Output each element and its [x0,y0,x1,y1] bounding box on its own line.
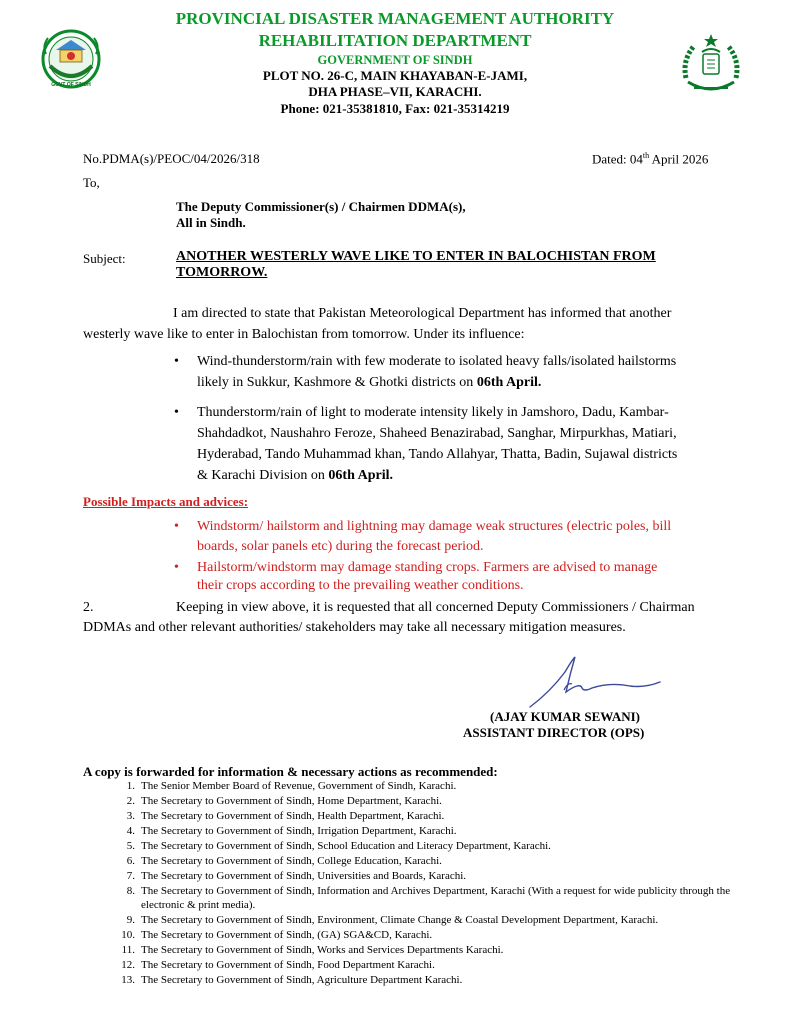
list-text: The Secretary to Government of Sindh, Irrigation Department, Karachi. [141,825,457,837]
list-number: 13. [121,974,135,986]
impact-2-line-1: Hailstorm/windstorm may damage standing crops. Farmers are advised to manage [197,560,658,575]
list-item [113,943,753,958]
list-number: 10. [121,929,135,941]
date-suffix-sup: th [642,151,650,160]
bullet-2-line-2: Shahdadkot, Naushahro Feroze, Shaheed Benazirabad, Sanghar, Mirpurkhas, Matiari, [197,426,677,441]
list-text: The Secretary to Government of Sindh, College Education, Karachi. [141,855,442,867]
list-text: The Secretary to Government of Sindh, Universities and Boards, Karachi. [141,870,467,882]
list-text: The Secretary to Government of Sindh, Works and Services Departments Karachi. [141,944,504,956]
bullet-2-line-1: Thunderstorm/rain of light to moderate intensity likely in Jamshoro, Dadu, Kambar- [197,405,669,420]
list-text: The Secretary to Government of Sindh, Food Department Karachi. [141,959,435,971]
list-text: The Secretary to Government of Sindh, Information and Archives Department, Karachi (With a request for wide publicity through the electronic & print media). [141,885,731,911]
impact-1-line-1: Windstorm/ hailstorm and lightning may damage weak structures (electric poles, bill [197,519,672,534]
subject-line-1: ANOTHER WESTERLY WAVE LIKE TO ENTER IN BALOCHISTAN FROM [176,249,656,264]
list-number: 4. [126,825,135,837]
pdma-logo [36,26,106,96]
phone-fax: Phone: 021-35381810, Fax: 021-35314219 [280,101,510,116]
address-line-2: DHA PHASE–VII, KARACHI. [308,84,482,99]
bullet-2-date: 06th April. [328,468,393,483]
list-item [113,854,753,869]
list-number: 8. [126,885,135,897]
signatory-title: ASSISTANT DIRECTOR (OPS) [463,725,645,740]
list-text: The Secretary to Government of Sindh, Health Department, Karachi. [141,810,445,822]
para-2-line-1: Keeping in view above, it is requested that all concerned Deputy Commissioners / Chairman [176,600,695,615]
left-logo-caption: GOVT OF SINDH [51,82,91,88]
bullet-icon: • [174,519,179,534]
list-number: 2. [126,795,135,807]
intro-line-2: westerly wave like to enter in Balochistan from tomorrow. Under its influence: [83,327,525,342]
list-item [113,958,753,973]
department-name: REHABILITATION DEPARTMENT [258,31,532,50]
bullet-1-text: likely in Sukkur, Kashmore & Ghotki districts on [197,375,477,390]
signatory-name: (AJAY KUMAR SEWANI) [490,709,640,724]
addressee-line-1: The Deputy Commissioner(s) / Chairmen DDMA(s), [176,199,466,214]
list-item [113,884,753,912]
list-item [113,973,753,988]
list-number: 5. [126,840,135,852]
list-item [113,913,753,927]
government-name: GOVERNMENT OF SINDH [317,53,473,67]
intro-line-1: I am directed to state that Pakistan Meteorological Department has informed that another [173,306,672,321]
bullet-1-date: 06th April. [476,375,542,390]
list-item [113,794,753,809]
bullet-2-text: & Karachi Division on [197,468,329,483]
list-item [113,928,753,943]
list-text: The Secretary to Government of Sindh, (GA) SGA&CD, Karachi. [141,929,433,941]
address-line-1: PLOT NO. 26-C, MAIN KHAYABAN-E-JAMI, [262,68,528,83]
subject-line-2: TOMORROW. [176,265,268,280]
salutation-to: To, [83,175,100,190]
bullet-2-line-4 [197,465,393,486]
letter-date [592,151,708,167]
impacts-heading: Possible Impacts and advices: [83,494,249,509]
list-text: The Secretary to Government of Sindh, School Education and Literacy Department, Karachi. [141,840,551,852]
reference-number: No.PDMA(s)/PEOC/04/2026/318 [83,151,260,166]
list-item [113,809,753,824]
bullet-1-line-2 [197,372,541,393]
signature-mark [520,652,670,712]
list-text: The Senior Member Board of Revenue, Government of Sindh, Karachi. [141,780,457,792]
sindh-govt-logo [676,30,746,98]
list-item [113,824,753,839]
bullet-2-line-3: Hyderabad, Tando Muhammad khan, Tando Allahyar, Thatta, Badin, Sujawal districts [197,447,678,462]
bullet-icon: • [174,354,179,369]
list-number: 11. [121,944,135,956]
list-item [113,779,753,794]
list-number: 1. [126,780,135,792]
list-text: The Secretary to Government of Sindh, Agriculture Department Karachi. [141,974,463,986]
list-text: The Secretary to Government of Sindh, Home Department, Karachi. [141,795,442,807]
subject-label: Subject: [83,251,126,266]
bullet-icon: • [174,560,179,575]
para-2-number: 2. [83,600,94,615]
list-item [113,869,753,884]
org-name: PROVINCIAL DISASTER MANAGEMENT AUTHORITY [175,9,615,28]
para-2-line-2: DDMAs and other relevant authorities/ stakeholders may take all necessary mitigation measures. [83,620,626,635]
list-number: 3. [126,810,135,822]
addressee-line-2: All in Sindh. [176,215,246,230]
sindh-government-emblem-icon [676,30,746,98]
list-number: 12. [121,959,135,971]
copy-to-list [113,779,753,988]
list-text: The Secretary to Government of Sindh, Environment, Climate Change & Coastal Development Department, Karachi. [141,914,659,926]
list-number: 6. [126,855,135,867]
impact-2-line-2: their crops according to the prevailing weather conditions. [197,578,524,593]
date-month-year: April 2026 [649,151,709,167]
copy-to-heading: A copy is forwarded for information & necessary actions as recommended: [83,764,498,779]
list-number: 9. [126,914,135,926]
list-number: 7. [126,870,135,882]
bullet-icon: • [174,405,179,420]
impact-1-line-2: boards, solar panels etc) during the forecast period. [197,539,484,554]
date-prefix: Dated: 04 [592,151,643,167]
list-item [113,839,753,854]
bullet-1-line-1: Wind-thunderstorm/rain with few moderate to isolated heavy falls/isolated hailstorms [197,354,677,369]
